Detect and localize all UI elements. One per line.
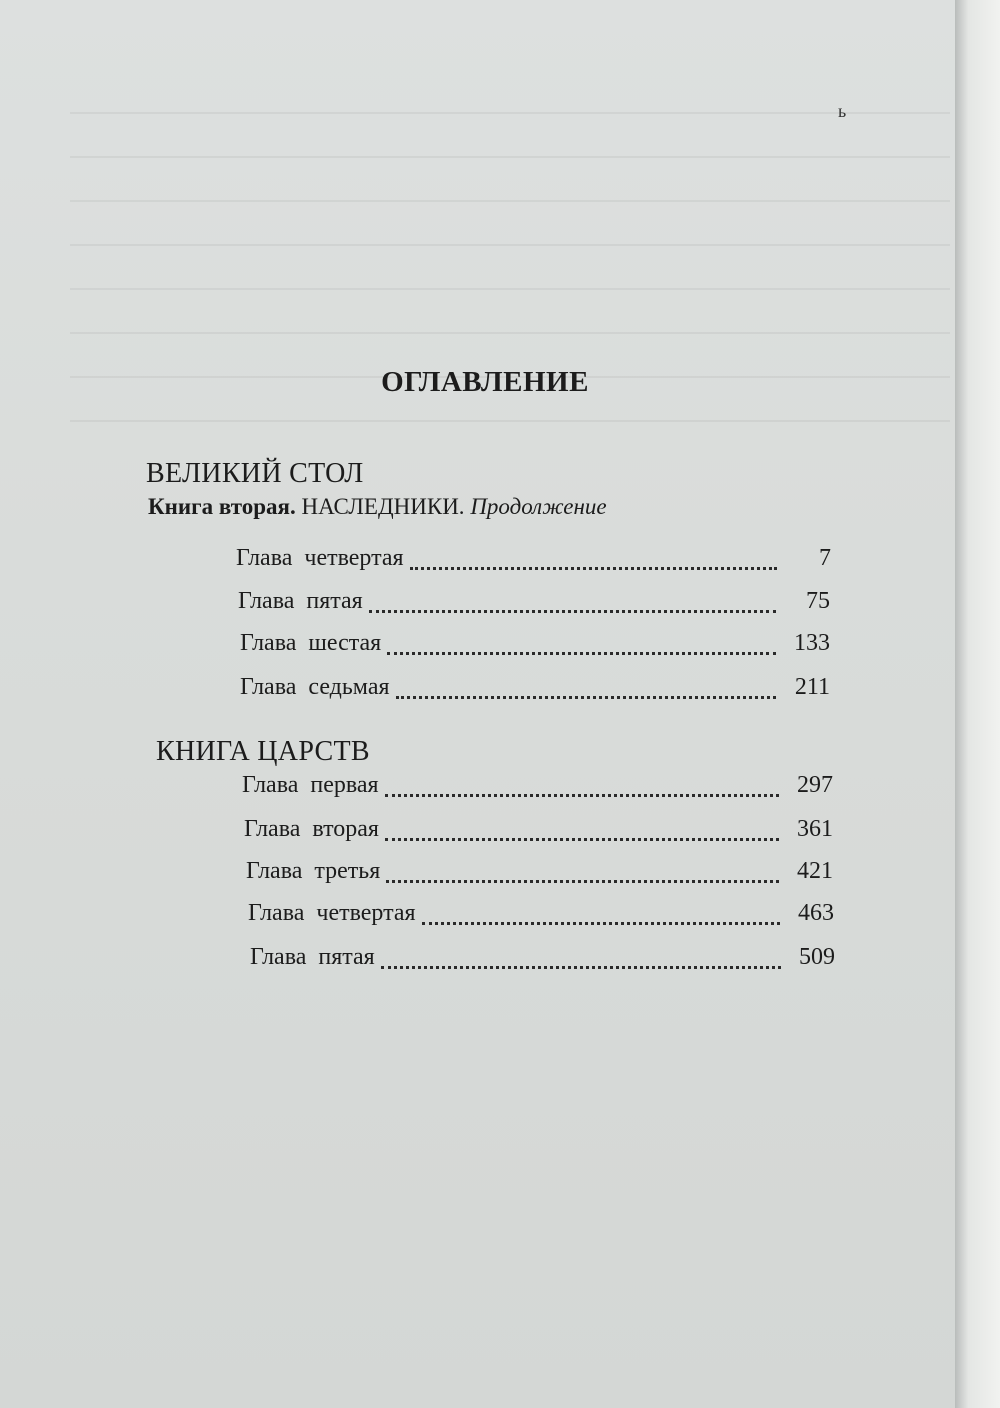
- toc-entry[interactable]: [238, 588, 830, 620]
- dot-leader: [369, 610, 776, 613]
- section-subheading: [148, 494, 607, 520]
- subheading-name: НАСЛЕДНИКИ.: [301, 494, 465, 519]
- toc-entry-page: 361: [797, 816, 833, 842]
- subheading-book: Книга вторая.: [148, 494, 296, 519]
- dot-leader: [422, 922, 780, 925]
- toc-entry[interactable]: [244, 816, 833, 848]
- toc-entry[interactable]: [236, 545, 831, 577]
- section-heading: ВЕЛИКИЙ СТОЛ: [146, 458, 364, 489]
- toc-entry-page: 509: [799, 944, 835, 970]
- toc-entry-label: Глава третья: [246, 858, 381, 884]
- toc-entry-label: Глава первая: [242, 772, 379, 798]
- toc-entry-page: 211: [794, 674, 830, 700]
- page-edge: [955, 0, 1000, 1408]
- page-mark: ь: [838, 101, 847, 121]
- toc-entry-label: Глава седьмая: [240, 674, 390, 700]
- dot-leader: [381, 966, 781, 969]
- dot-leader: [385, 794, 779, 797]
- toc-entry[interactable]: [240, 674, 830, 706]
- toc-entry[interactable]: [240, 630, 830, 662]
- toc-entry-page: 7: [819, 545, 831, 571]
- toc-entry-label: Глава пятая: [238, 588, 363, 614]
- dot-leader: [386, 880, 779, 883]
- toc-entry[interactable]: [246, 858, 833, 890]
- section-heading: КНИГА ЦАРСТВ: [156, 736, 370, 767]
- toc-entry-label: Глава четвертая: [248, 900, 416, 926]
- toc-entry[interactable]: [250, 944, 835, 976]
- toc-entry-page: 297: [797, 772, 833, 798]
- toc-entry-page: 75: [806, 588, 830, 614]
- toc-entry-label: Глава пятая: [250, 944, 375, 970]
- toc-entry-label: Глава шестая: [240, 630, 382, 656]
- toc-entry-label: Глава четвертая: [236, 545, 404, 571]
- dot-leader: [385, 838, 779, 841]
- toc-entry-page: 133: [794, 630, 830, 656]
- dot-leader: [387, 652, 776, 655]
- toc-entry[interactable]: [248, 900, 834, 932]
- page-title: ОГЛАВЛЕНИЕ: [381, 366, 589, 398]
- toc-entry-label: Глава вторая: [244, 816, 379, 842]
- toc-entry[interactable]: [242, 772, 833, 804]
- dot-leader: [410, 567, 777, 570]
- toc-entry-page: 421: [797, 858, 833, 884]
- subheading-note: Продолжение: [470, 494, 607, 519]
- dot-leader: [396, 696, 776, 699]
- toc-entry-page: 463: [798, 900, 834, 926]
